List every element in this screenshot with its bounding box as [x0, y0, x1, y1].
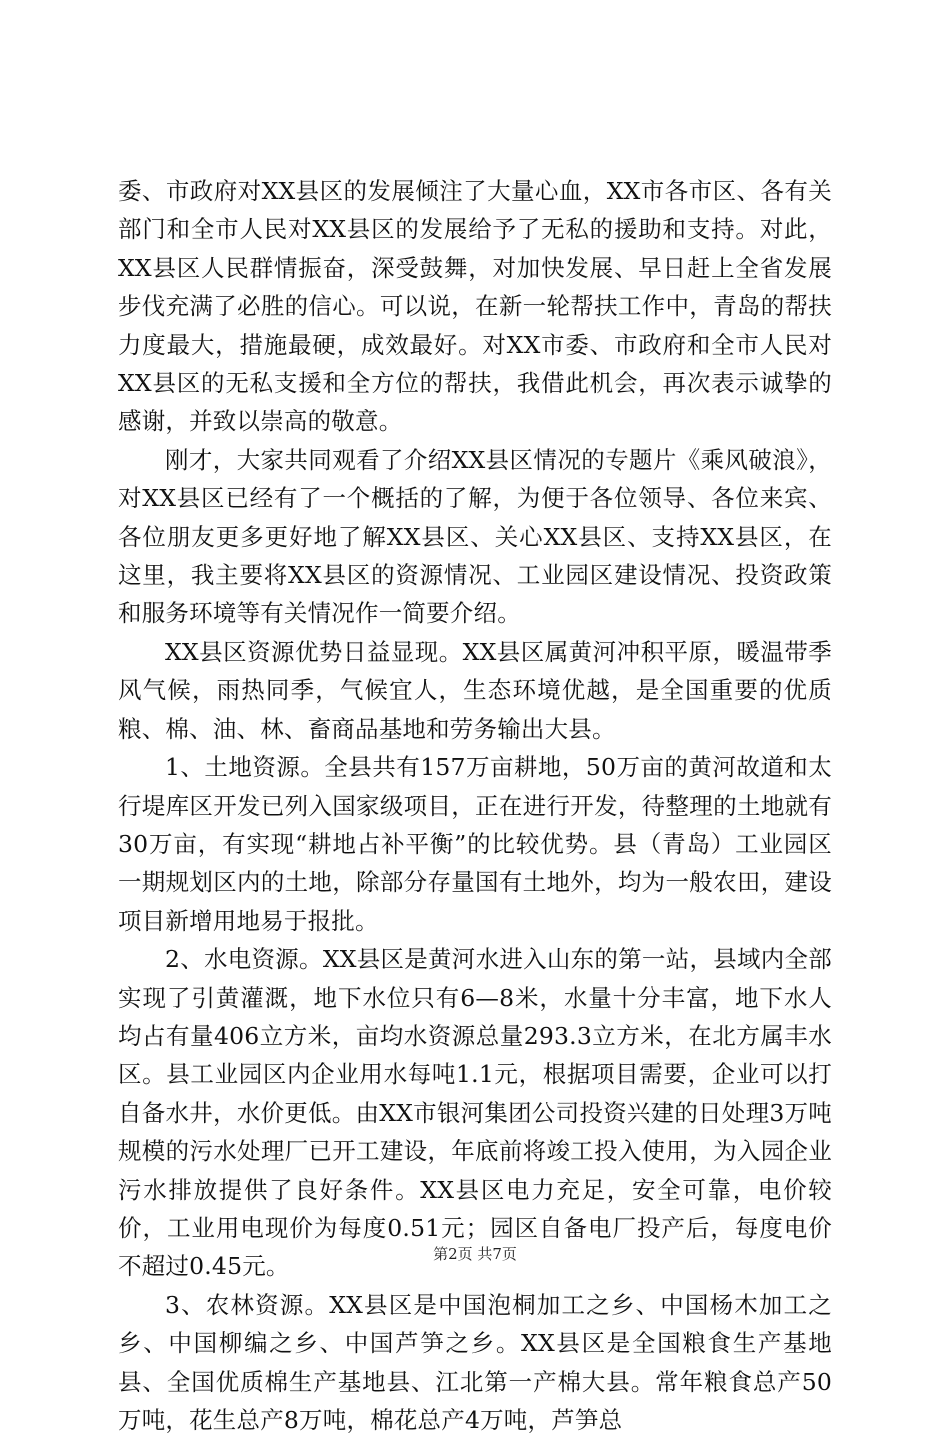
paragraph-6: 3、农林资源。XX县区是中国泡桐加工之乡、中国杨木加工之乡、中国柳编之乡、中国芦笋之乡。XX县区是全国粮食生产基地县、全国优质棉生产基地县、江北第一产棉大县。常年粮食总产50万吨，花生总产8万吨，棉花总产4万吨，芦笋总 [118, 1290, 832, 1434]
paragraph-3: XX县区资源优势日益显现。XX县区属黄河冲积平原，暖温带季风气候，雨热同季，气候宜人，生态环境优越，是全国重要的优质粮、棉、油、林、畜商品基地和劳务输出大县。 [118, 637, 832, 743]
paragraph-2: 刚才，大家共同观看了介绍XX县区情况的专题片《乘风破浪》，对XX县区已经有了一个概括的了解，为便于各位领导、各位来宾、各位朋友更多更好地了解XX县区、关心XX县区、支持XX县区，在这里，我主要将XX县区的资源情况、工业园区建设情况、投资政策和服务环境等有关情况作一简要介绍。 [118, 445, 832, 628]
paragraph-1: 委、市政府对XX县区的发展倾注了大量心血，XX市各市区、各有关部门和全市人民对XX县区的发展给予了无私的援助和支持。对此，XX县区人民群情振奋，深受鼓舞，对加快发展、早日赶上全省发展步伐充满了必胜的信心。可以说，在新一轮帮扶工作中，青岛的帮扶力度最大，措施最硬，成效最好。对XX市委、市政府和全市人民对XX县区的无私支援和全方位的帮扶，我借此机会，再次表示诚挚的感谢，并致以崇高的敬意。 [118, 177, 832, 436]
paragraph-5: 2、水电资源。XX县区是黄河水进入山东的第一站，县域内全部实现了引黄灌溉，地下水位只有6—8米，水量十分丰富，地下水人均占有量406立方米，亩均水资源总量293.3立方米，在北方属丰水区。县工业园区内企业用水每吨1.1元，根据项目需要，企业可以打自备水井，水价更低。由XX市银河集团公司投资兴建的日处理3万吨规模的污水处理厂已开工建设，年底前将竣工投入使用，为入园企业污水排放提供了良好条件。XX县区电力充足，安全可靠，电价较价，工业用电现价为每度0.51元；园区自备电厂投产后，每度电价不超过0.45元。 [118, 945, 832, 1281]
page-number-footer: 第2页 共7页 [433, 1245, 517, 1263]
paragraph-4: 1、土地资源。全县共有157万亩耕地，50万亩的黄河故道和太行堤库区开发已列入国家级项目，正在进行开发，待整理的土地就有30万亩，有实现“耕地占补平衡”的比较优势。县（青岛）工业园区一期规划区内的土地，除部分存量国有土地外，均为一般农田，建设项目新增用地易于报批。 [118, 753, 832, 935]
